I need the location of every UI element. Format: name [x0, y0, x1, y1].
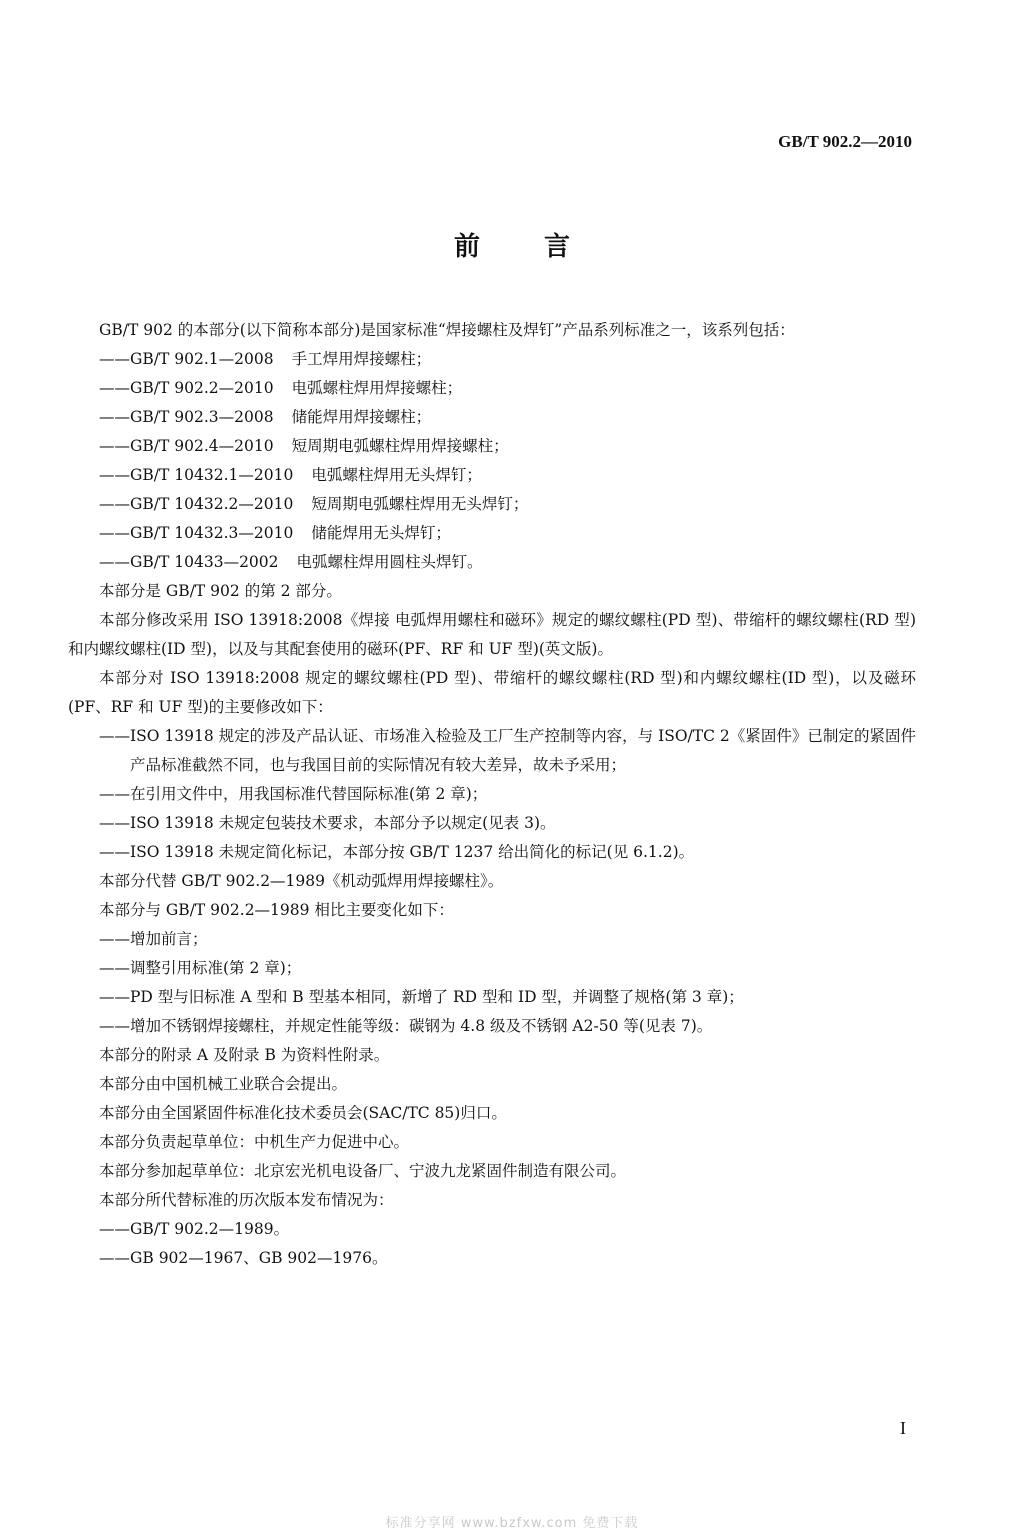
list-item: ——增加前言；: [99, 930, 208, 948]
list-item: ——在引用文件中，用我国标准代替国际标准(第 2 章)；: [99, 785, 488, 803]
list-item: ——ISO 13918 未规定包装技术要求，本部分予以规定(见表 3)。: [99, 814, 556, 832]
intro-paragraph: GB/T 902 的本部分(以下简称本部分)是国家标准“焊接螺柱及焊钉”产品系列标准之一，该系列包括：: [99, 321, 795, 339]
adoption-paragraph: 本部分修改采用 ISO 13918:2008《焊接 电弧焊用螺柱和磁环》规定的螺纹螺柱(PD 型)、带缩杆的螺纹螺柱(RD 型)和内螺纹螺柱(ID 型)，以及与其配套使用的磁环(PF、RF 和 UF 型)(英文版)。: [68, 611, 916, 658]
managed-by-paragraph: 本部分由全国紧固件标准化技术委员会(SAC/TC 85)归口。: [99, 1104, 507, 1122]
proposed-by-paragraph: 本部分由中国机械工业联合会提出。: [99, 1075, 348, 1093]
list-item: ——GB/T 902.2—2010 电弧螺柱焊用焊接螺柱；: [99, 379, 463, 397]
part-statement: 本部分是 GB/T 902 的第 2 部分。: [99, 582, 342, 600]
page-number: I: [900, 1418, 906, 1438]
list-item: ——GB/T 902.3—2008 储能焊用焊接螺柱；: [99, 408, 432, 426]
list-item: ——GB/T 10433—2002 电弧螺柱焊用圆柱头焊钉。: [99, 553, 483, 571]
list-item: ——增加不锈钢焊接螺柱，并规定性能等级：碳钢为 4.8 级及不锈钢 A2-50 等(见表 7)。: [99, 1017, 713, 1035]
drafting-unit-paragraph: 本部分负责起草单位：中机生产力促进中心。: [99, 1133, 410, 1151]
annex-paragraph: 本部分的附录 A 及附录 B 为资料性附录。: [99, 1046, 390, 1064]
changes-list: [68, 925, 916, 1041]
list-item: ——GB/T 902.2—1989。: [99, 1220, 290, 1238]
replaces-paragraph: 本部分代替 GB/T 902.2—1989《机动弧焊用焊接螺柱》。: [99, 872, 504, 890]
history-intro: 本部分所代替标准的历次版本发布情况为：: [99, 1191, 394, 1209]
list-item: ——GB/T 10432.3—2010 储能焊用无头焊钉；: [99, 524, 451, 542]
modifications-list: [68, 722, 916, 867]
list-item: ——调整引用标准(第 2 章)；: [99, 959, 302, 977]
changes-intro: 本部分与 GB/T 902.2—1989 相比主要变化如下：: [99, 901, 454, 919]
list-item: ——ISO 13918 未规定简化标记，本部分按 GB/T 1237 给出简化的标记(见 6.1.2)。: [99, 843, 695, 861]
list-item: ——ISO 13918 规定的涉及产品认证、市场准入检验及工厂生产控制等内容，与 ISO/TC 2《紧固件》已制定的紧固件产品标准截然不同，也与我国目前的实际情况有较大差异，故未予采用；: [99, 727, 916, 774]
list-item: ——GB/T 902.4—2010 短周期电弧螺柱焊用焊接螺柱；: [99, 437, 509, 455]
list-item: ——GB 902—1967、GB 902—1976。: [99, 1249, 388, 1267]
modifications-intro: 本部分对 ISO 13918:2008 规定的螺纹螺柱(PD 型)、带缩杆的螺纹螺柱(RD 型)和内螺纹螺柱(ID 型)，以及磁环(PF、RF 和 UF 型)的主要修改如下：: [68, 669, 916, 716]
standard-code-header: GB/T 902.2—2010: [778, 132, 912, 151]
series-list: [68, 345, 916, 577]
list-item: ——PD 型与旧标准 A 型和 B 型基本相同，新增了 RD 型和 ID 型，并调整了规格(第 3 章)；: [99, 988, 744, 1006]
history-list: [68, 1215, 916, 1273]
watermark: 标准分享网 www.bzfxw.com 免费下载: [385, 1516, 639, 1531]
participating-units-paragraph: 本部分参加起草单位：北京宏光机电设备厂、宁波九龙紧固件制造有限公司。: [99, 1162, 627, 1180]
list-item: ——GB/T 10432.2—2010 短周期电弧螺柱焊用无头焊钉；: [99, 495, 529, 513]
list-item: ——GB/T 10432.1—2010 电弧螺柱焊用无头焊钉；: [99, 466, 482, 484]
page-title: 前言: [453, 232, 634, 262]
foreword-body: [68, 316, 916, 1273]
list-item: ——GB/T 902.1—2008 手工焊用焊接螺柱；: [99, 350, 432, 368]
